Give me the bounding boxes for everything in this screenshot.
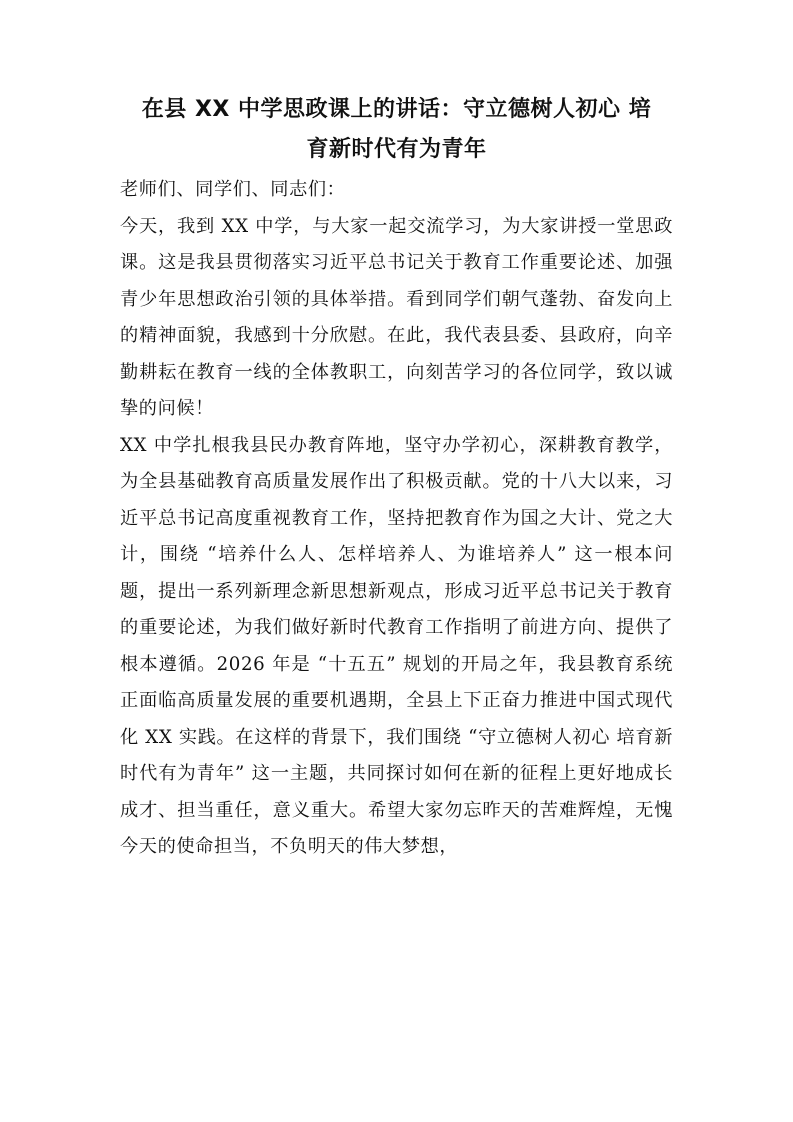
title-line-1: 在县 XX 中学思政课上的讲话：守立德树人初心 培 <box>141 97 652 122</box>
salutation: 老师们、同学们、同志们： <box>120 179 346 200</box>
title-line-2: 育新时代有为青年 <box>306 137 487 162</box>
document-title <box>120 90 673 170</box>
paragraph-2: XX 中学扎根我县民办教育阵地，坚守办学初心，深耕教育教学，为全县基础教育高质量发展作出了积极贡献。党的十八大以来，习近平总书记高度重视教育工作，坚持把教育作为国之大计、党之大计，围绕 “培养什么人、怎样培养人、为谁培养人” 这一根本问题，提出一系列新理念新思想新观点，形成习近平总书记关于教育的重要论述，为我们做好新时代教育工作指明了前进方向、提供了根本遵循。2026 年是 “十五五” 规划的开局之年，我县教育系统正面临高质量发展的重要机遇期，全县上下正奋力推进中国式现代化 XX 实践。在这样的背景下，我们围绕 “守立德树人初心 培育新时代有为青年” 这一主题，共同探讨如何在新的征程上更好地成长成才、担当重任，意义重大。希望大家勿忘昨天的苦难辉煌，无愧今天的使命担当，不负明天的伟大梦想， <box>120 434 673 857</box>
document-page <box>120 90 673 866</box>
paragraph-1: 今天，我到 XX 中学，与大家一起交流学习，为大家讲授一堂思政课。这是我县贯彻落实习近平总书记关于教育工作重要论述、加强青少年思想政治引领的具体举措。看到同学们朝气蓬勃、奋发向上的精神面貌，我感到十分欣慰。在此，我代表县委、县政府，向辛勤耕耘在教育一线的全体教职工，向刻苦学习的各位同学，致以诚挚的问候！ <box>120 215 673 419</box>
